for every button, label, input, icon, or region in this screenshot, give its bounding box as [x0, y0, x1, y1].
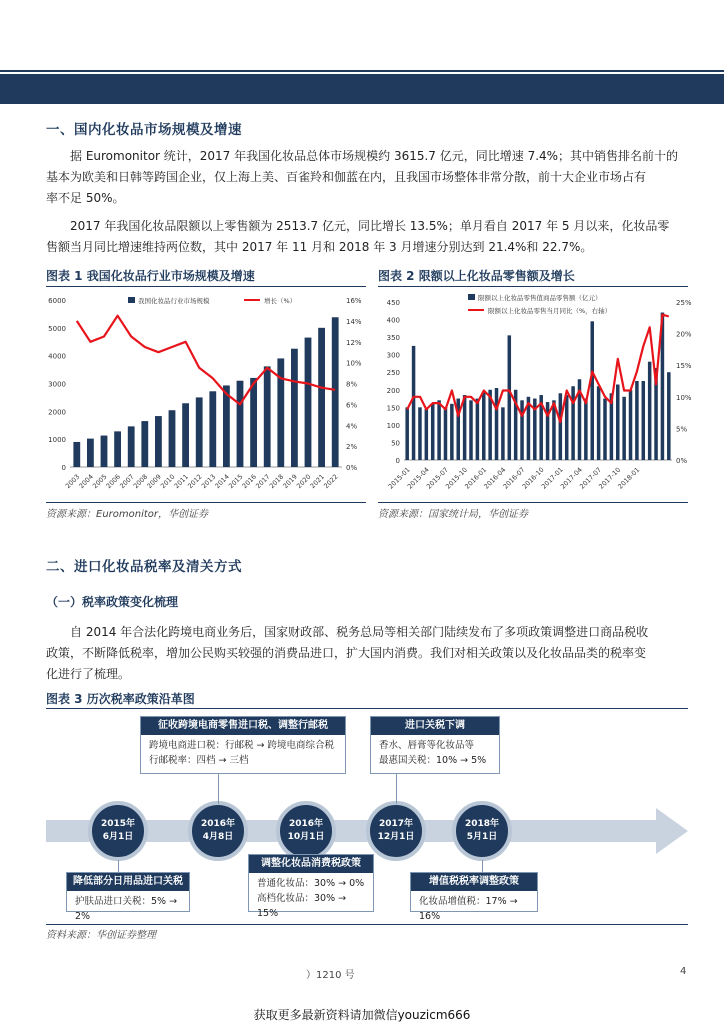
timeline-node-2015-06: 2015年 6月1日 [88, 801, 148, 861]
bar [291, 349, 298, 467]
figure2-rule [378, 286, 688, 287]
bar [629, 390, 633, 460]
y-tick-label: 2000 [48, 408, 66, 417]
x-tick-label: 2011 [172, 472, 191, 491]
x-tick-label: 2009 [145, 472, 163, 491]
timeline-node-2016-04: 2016年 4月8日 [188, 801, 248, 861]
header-line [0, 70, 724, 72]
bar [128, 426, 135, 467]
x-tick-label: 2017 [254, 472, 272, 491]
x-tick-label: 2003 [63, 472, 82, 491]
bar [476, 399, 480, 460]
figure2-title: 图表 2 限额以上化妆品零售额及增长 [378, 269, 575, 283]
bar [250, 378, 257, 467]
y-tick-label: 100 [386, 421, 400, 430]
y2-tick-label: 4% [346, 422, 358, 431]
section1-para1-line2: 基本为欧美和日韩等跨国企业，仅上海上美、百雀羚和伽蓝在内，且我国市场整体非常分散，前十大企业市场占有 [46, 170, 647, 184]
bar [182, 403, 189, 467]
bar [431, 404, 435, 460]
section1-para2-line1: 2017 年我国化妆品限额以上零售额为 2513.7 亿元，同比增长 13.5%；单月看自 2017 年 5 月以来，化妆品零 [70, 219, 670, 233]
bar [277, 358, 284, 467]
figure1-source: 资源来源：Euromonitor，华创证券 [46, 509, 209, 520]
policy-box-title: 进口关税下调 [371, 717, 499, 735]
bar [616, 385, 620, 460]
bar [237, 381, 244, 467]
policy-box-title: 增值税税率调整政策 [411, 873, 537, 891]
bar [332, 317, 339, 467]
x-tick-label: 2022 [322, 472, 340, 491]
page-number: 4 [680, 966, 687, 977]
y2-tick-label: 20% [676, 330, 692, 339]
x-tick-label: 2015 [227, 472, 245, 491]
bar [437, 400, 441, 460]
figure1-bottom-rule [46, 502, 366, 503]
bar [114, 431, 121, 467]
x-tick-label: 2004 [77, 472, 95, 491]
policy-box-consumption-tax [248, 854, 374, 919]
policy-box-lines: 香水、唇膏等化妆品等 最惠国关税：10% → 5% [379, 740, 487, 766]
x-tick-label: 2005 [91, 472, 109, 491]
bar [169, 410, 176, 467]
y-tick-label: 6000 [48, 297, 66, 305]
x-tick-label: 2015-04 [405, 465, 431, 491]
bar [101, 436, 108, 467]
header-band [0, 74, 724, 104]
bar [412, 346, 416, 460]
bar [559, 393, 563, 460]
section1-title: 一、国内化妆品市场规模及增速 [46, 122, 242, 138]
policy-box-daily-goods-tariff [66, 872, 190, 922]
y-tick-label: 0 [61, 464, 66, 472]
legend-bar-label: 限额以上化妆品零售值商品零售额（亿元） [478, 294, 602, 302]
section2-para-line2: 政策，不断降低税率，增加公民购买较强的消费品进口，扩大国内消费。我们对相关政策以及化妆品品类的税率变 [46, 646, 647, 660]
bar [635, 381, 639, 460]
x-tick-label: 2017-10 [597, 465, 623, 491]
y2-tick-label: 15% [676, 362, 692, 371]
x-tick-label: 2017-01 [539, 465, 565, 491]
x-tick-label: 2006 [104, 472, 123, 491]
bar [444, 407, 448, 460]
x-tick-label: 2016 [240, 472, 259, 491]
bar [155, 416, 162, 467]
timeline-node-2016-10: 2016年 10月1日 [276, 801, 336, 861]
bar [305, 338, 312, 467]
bar [223, 385, 230, 467]
y-tick-label: 300 [386, 351, 400, 360]
bar [482, 392, 486, 460]
bar [642, 381, 646, 460]
policy-box-cross-border-tax [140, 716, 346, 774]
section2-para-line1: 自 2014 年合法化跨境电商业务后，国家财政部、税务总局等相关部门陆续发布了多项政策调整进口商品税收 [70, 625, 649, 639]
section2-title: 二、进口化妆品税率及清关方式 [46, 559, 242, 575]
y-tick-label: 250 [386, 369, 400, 378]
y-tick-label: 350 [386, 334, 400, 343]
x-tick-label: 2012 [186, 472, 204, 491]
y2-tick-label: 8% [346, 380, 358, 389]
figure2-source: 资源来源：国家统计局，华创证券 [378, 509, 528, 520]
figure3-rule [46, 708, 688, 709]
timeline-node-2018-05: 2018年 5月1日 [452, 801, 512, 861]
y-tick-label: 4000 [48, 352, 66, 361]
section2-subtitle: （一）税率政策变化梳理 [46, 595, 179, 609]
connector-bot1 [118, 860, 119, 872]
bar [264, 366, 271, 467]
y2-tick-label: 6% [346, 401, 358, 410]
policy-box-lines: 跨境电商进口税：行邮税 → 跨境电商综合税 行邮税率：四档 → 三档 [149, 740, 335, 766]
connector-top2 [396, 772, 397, 804]
x-tick-label: 2019 [281, 472, 299, 491]
bar [425, 409, 429, 460]
bar [405, 407, 409, 460]
bar [622, 397, 626, 460]
legend-bar-label: 我国化妆品行业市场规模 [138, 297, 210, 305]
y2-tick-label: 5% [676, 425, 688, 434]
policy-timeline [46, 712, 688, 924]
bar [565, 395, 569, 460]
policy-box-vat [410, 872, 538, 922]
y2-tick-label: 0% [676, 457, 688, 465]
y-tick-label: 0 [395, 457, 400, 465]
y2-tick-label: 10% [346, 359, 362, 368]
x-tick-label: 2015-10 [444, 465, 470, 491]
footer-banner: 获取更多最新资料请加微信youzicm666 [253, 1008, 471, 1022]
legend-line-label: 限额以上化妆品零售当月同比（%，右轴） [488, 307, 612, 315]
x-tick-label: 2017-07 [578, 465, 604, 491]
y2-tick-label: 14% [346, 317, 362, 326]
bar [463, 395, 467, 460]
figure1-title: 图表 1 我国化妆品行业市场规模及增速 [46, 269, 255, 283]
y-tick-label: 1000 [48, 436, 66, 445]
bar [418, 407, 422, 460]
bar [520, 400, 524, 460]
bar [450, 404, 454, 460]
y2-tick-label: 10% [676, 393, 692, 402]
bar [501, 407, 505, 460]
policy-box-lines: 普通化妆品：30% → 0% 高档化妆品：30% → 15% [257, 878, 365, 919]
bar [590, 321, 594, 460]
x-tick-label: 2010 [159, 472, 177, 491]
bar [73, 442, 80, 467]
x-tick-label: 2018 [267, 472, 286, 491]
figure1-rule [46, 286, 366, 287]
section1-para2-line2: 售额当月同比增速维持两位数，其中 2017 年 11 月和 2018 年 3 月增速分别达到 21.4%和 22.7%。 [46, 240, 593, 254]
figure3-title: 图表 3 历次税率政策沿革图 [46, 692, 195, 706]
figure3-source: 资料来源：华创证券整理 [46, 930, 156, 941]
y-tick-label: 5000 [48, 324, 66, 333]
y2-tick-label: 16% [346, 297, 362, 305]
y-tick-label: 200 [386, 386, 400, 395]
bar [87, 439, 94, 467]
x-tick-label: 2013 [199, 472, 218, 491]
bar [141, 421, 148, 467]
policy-box-title: 降低部分日用品进口关税 [67, 873, 189, 891]
y2-tick-label: 25% [676, 299, 692, 307]
x-tick-label: 2016-10 [520, 465, 546, 491]
bar [584, 399, 588, 460]
y-tick-label: 450 [386, 299, 400, 307]
x-tick-label: 2007 [118, 472, 136, 491]
y2-tick-label: 0% [346, 464, 358, 472]
connector-top1 [218, 772, 219, 804]
legend-bar-swatch [128, 297, 135, 303]
y2-tick-label: 12% [346, 338, 362, 347]
x-tick-label: 2008 [131, 472, 150, 491]
bar [209, 391, 216, 467]
policy-box-lines: 化妆品增值税：17% → 16% [419, 896, 518, 922]
bar [603, 399, 607, 460]
bar [667, 372, 671, 460]
x-tick-label: 2015-07 [425, 465, 450, 491]
x-tick-label: 2015-01 [386, 465, 412, 491]
timeline-node-2017-12: 2017年 12月1日 [366, 801, 426, 861]
bar [318, 328, 325, 467]
bar [597, 386, 601, 460]
x-tick-label: 2018-01 [616, 465, 642, 491]
bar [508, 335, 512, 460]
y2-tick-label: 2% [346, 443, 358, 452]
bar [571, 386, 575, 460]
bar [495, 388, 499, 460]
x-tick-label: 2017-04 [559, 465, 584, 491]
section1-para1-line3: 率不足 50%。 [46, 191, 125, 205]
x-tick-label: 2021 [308, 472, 327, 491]
x-tick-label: 2016-04 [482, 465, 508, 491]
y-tick-label: 150 [386, 404, 400, 413]
legend-bar-swatch [468, 294, 475, 300]
y-tick-label: 400 [386, 316, 400, 325]
x-tick-label: 2016-07 [501, 465, 527, 491]
y-tick-label: 50 [391, 439, 400, 448]
bar [469, 400, 473, 460]
bar [648, 362, 652, 460]
policy-box-lines: 护肤品进口关税：5% → 2% [75, 896, 178, 922]
connector-bot3 [482, 860, 483, 872]
footer-code: ）1210 号 [306, 970, 355, 981]
figure1-chart [40, 290, 370, 500]
section2-para-line3: 化进行了梳理。 [46, 667, 131, 681]
bar [546, 402, 550, 460]
policy-box-import-tariff [370, 716, 500, 774]
x-tick-label: 2016-01 [463, 465, 489, 491]
policy-box-title: 调整化妆品消费税政策 [249, 855, 373, 873]
policy-box-title: 征收跨境电商零售进口税、调整行邮税 [141, 717, 345, 735]
figure2-chart [372, 290, 692, 500]
section1-para1-line1: 据 Euromonitor 统计，2017 年我国化妆品总体市场规模约 3615.7 亿元，同比增速 7.4%；其中销售排名前十的 [70, 149, 679, 163]
x-tick-label: 2020 [295, 472, 313, 491]
y-tick-label: 3000 [48, 380, 66, 389]
figure3-bottom-rule [46, 924, 688, 925]
x-tick-label: 2014 [213, 472, 231, 491]
bar [196, 397, 203, 467]
legend-line-label: 增长（%） [264, 297, 297, 305]
figure2-bottom-rule [378, 502, 688, 503]
